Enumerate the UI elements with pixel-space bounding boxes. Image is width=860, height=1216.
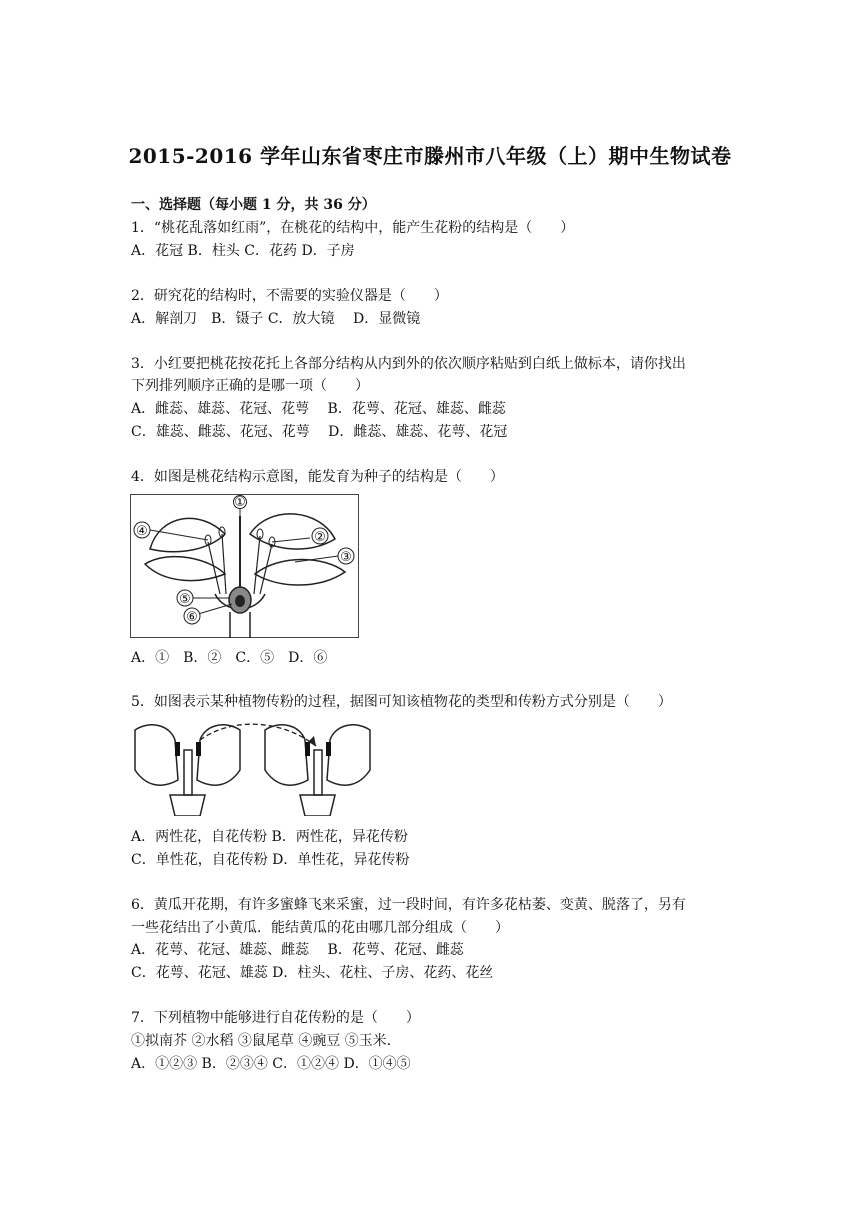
question-2-options: A．解剖刀 B．镊子 C．放大镜 D．显微镜: [131, 311, 421, 327]
question-7-items: ①拟南芥 ②水稻 ③鼠尾草 ④豌豆 ⑤玉米．: [131, 1033, 401, 1049]
question-1-stem: 1．“桃花乱落如红雨”，在桃花的结构中，能产生花粉的结构是（ ）: [131, 220, 575, 236]
label-6: ⑥: [186, 610, 198, 625]
question-6-stem-line2: 一些花结出了小黄瓜．能结黄瓜的花由哪几部分组成（ ）: [131, 920, 509, 936]
label-1: ①: [234, 495, 246, 510]
question-7-options: A．①②③ B．②③④ C．①②④ D．①④⑤: [131, 1056, 411, 1072]
question-1-options: A．花冠 B．柱头 C．花药 D．子房: [131, 243, 355, 259]
question-2-stem: 2．研究花的结构时，不需要的实验仪器是（ ）: [131, 288, 448, 304]
question-6-stem-line1: 6．黄瓜开花期，有许多蜜蜂飞来采蜜，过一段时间，有许多花枯萎、变黄、脱落了，另有: [131, 897, 686, 913]
question-3-stem-line2: 下列排列顺序正确的是哪一项（ ）: [131, 378, 369, 394]
question-3-stem-line1: 3．小红要把桃花按花托上各部分结构从内到外的依次顺序粘贴到白纸上做标本，请你找出: [131, 356, 686, 372]
question-5-stem: 5．如图表示某种植物传粉的过程，据图可知该植物花的类型和传粉方式分别是（ ）: [131, 694, 672, 710]
pollination-diagram: [130, 720, 380, 816]
question-4-options: A．① B．② C．⑤ D．⑥: [131, 650, 328, 666]
peach-flower-diagram: [130, 494, 360, 639]
question-5-options-cd: C．单性花，自花传粉 D．单性花，异花传粉: [131, 852, 410, 868]
question-7-stem: 7．下列植物中能够进行自花传粉的是（ ）: [131, 1010, 420, 1026]
question-3-options-ab: A．雌蕊、雄蕊、花冠、花萼 B．花萼、花冠、雄蕊、雌蕊: [131, 401, 506, 417]
question-6-options-cd: C．花萼、花冠、雄蕊 D．柱头、花柱、子房、花药、花丝: [131, 965, 494, 981]
question-3-options-cd: C．雄蕊、雌蕊、花冠、花萼 D．雌蕊、雄蕊、花萼、花冠: [131, 424, 508, 440]
label-5: ⑤: [179, 592, 191, 607]
label-4: ④: [136, 524, 148, 539]
question-5-options-ab: A．两性花，自花传粉 B．两性花，异花传粉: [131, 829, 408, 845]
section-heading: 一、选择题（每小题 1 分，共 36 分）: [131, 197, 376, 213]
label-2: ②: [314, 530, 326, 545]
question-4-stem: 4．如图是桃花结构示意图，能发育为种子的结构是（ ）: [131, 469, 504, 485]
label-3: ③: [340, 550, 352, 565]
question-6-options-ab: A．花萼、花冠、雄蕊、雌蕊 B．花萼、花冠、雌蕊: [131, 942, 464, 958]
page-title: 2015-2016 学年山东省枣庄市滕州市八年级（上）期中生物试卷: [128, 144, 732, 168]
